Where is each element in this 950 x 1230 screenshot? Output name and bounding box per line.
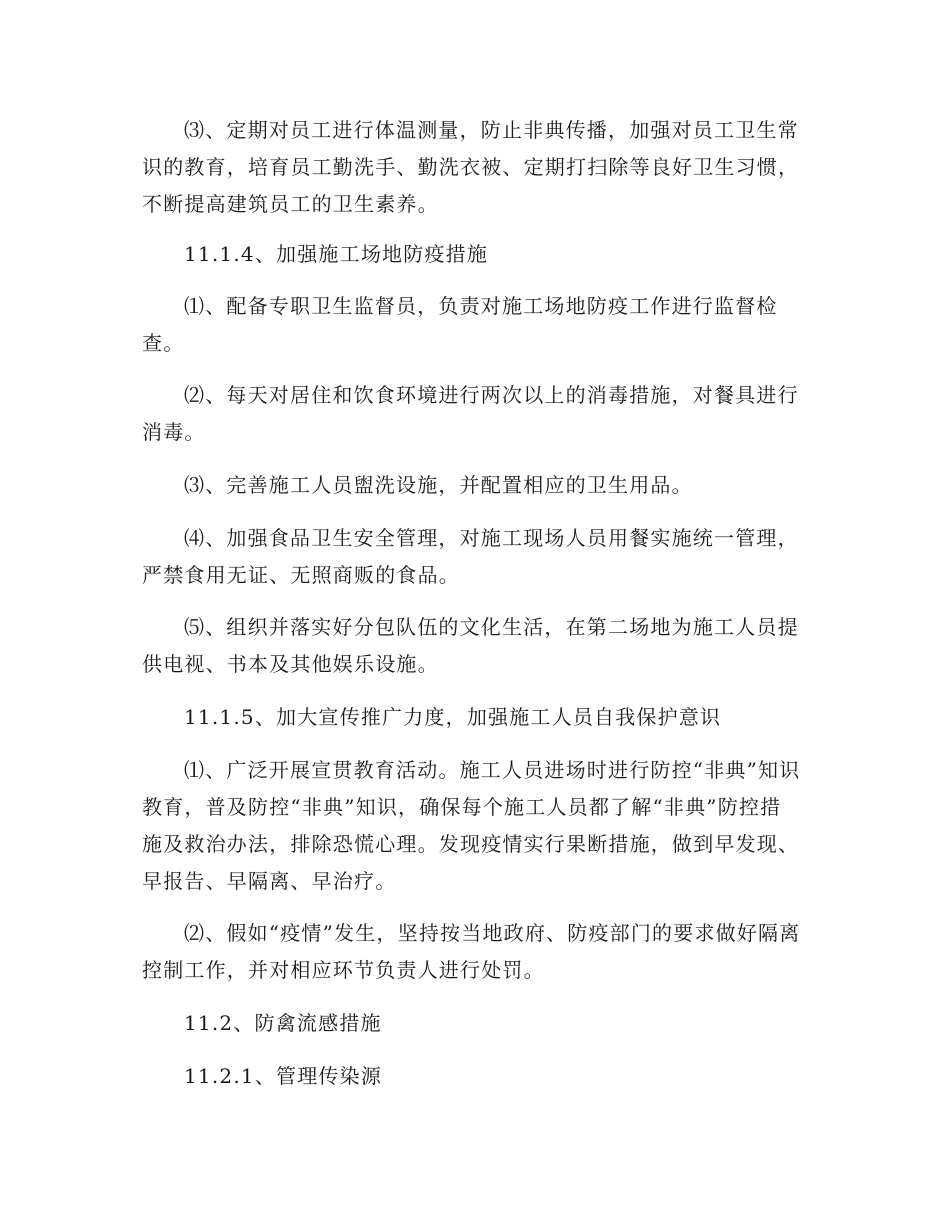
paragraph-cultural-life: ⑸、组织并落实好分包队伍的文化生活，在第二场地为施工人员提供电视、书本及其他娱乐设施。 <box>142 615 799 676</box>
paragraph-washing-facilities: ⑶、完善施工人员盥洗设施，并配置相应的卫生用品。 <box>184 473 693 497</box>
section-heading-11-2-1: 11.2.1、管理传染源 <box>184 1064 383 1088</box>
section-heading-11-2: 11.2、防禽流感措施 <box>184 1011 382 1035</box>
paragraph-food-safety: ⑷、加强食品卫生安全管理，对施工现场人员用餐实施统一管理，严禁食用无证、无照商贩的食品。 <box>142 526 799 587</box>
paragraph-disinfection: ⑵、每天对居住和饮食环境进行两次以上的消毒措施，对餐具进行消毒。 <box>142 383 799 444</box>
section-heading-11-1-4: 11.1.4、加强施工场地防疫措施 <box>184 242 489 266</box>
paragraph-health-supervisor: ⑴、配备专职卫生监督员，负责对施工场地防疫工作进行监督检查。 <box>142 294 778 355</box>
paragraph-education-campaign: ⑴、广泛开展宣贯教育活动。施工人员进场时进行防控“非典”知识教育，普及防控“非典”知识，确保每个施工人员都了解“非典”防控措施及救治办法，排除恐慌心理。发现疫情实行果断措施，做到早发现、早报告、早隔离、早治疗。 <box>142 758 801 893</box>
paragraph-epidemic-response: ⑵、假如“疫情”发生，坚持按当地政府、防疫部门的要求做好隔离控制工作，并对相应环节负责人进行处罚。 <box>142 921 801 982</box>
section-heading-11-1-5: 11.1.5、加大宣传推广力度，加强施工人员自我保护意识 <box>184 705 722 729</box>
paragraph-temperature-check: ⑶、定期对员工进行体温测量，防止非典传播，加强对员工卫生常识的教育，培育员工勤洗手、勤洗衣被、定期打扫除等良好卫生习惯，不断提高建筑员工的卫生素养。 <box>142 118 800 216</box>
